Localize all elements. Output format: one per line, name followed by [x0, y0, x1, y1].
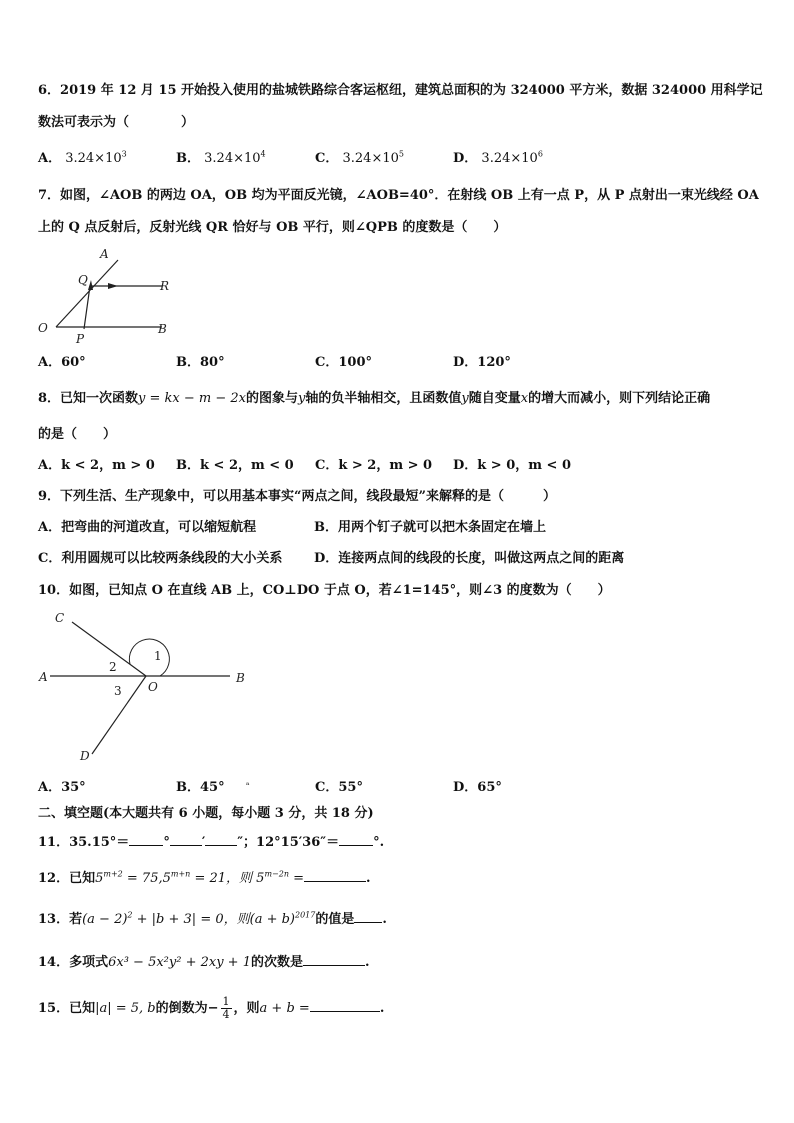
q9-option-c: C．利用圆规可以比较两条线段的大小关系 [38, 551, 283, 566]
q7-label-a: A [100, 247, 109, 261]
q8-option-a: A．k < 2，m > 0 [38, 458, 155, 473]
q7-label-q: Q [78, 273, 88, 287]
q9-line1: 9．下列生活、生产现象中，可以用基本事实“两点之间，线段最短”来解释的是（ ） [38, 489, 557, 504]
q8-option-c: C．k > 2，m > 0 [315, 458, 433, 473]
q6-option-d: D． $3.24\times 10^6$ [453, 149, 543, 166]
q14: 14．多项式6x³ − 5x²y² + 2xy + 1的次数是 . [38, 955, 370, 970]
q13: 13．若$(a - 2)^2 + |b + 3| = 0$，则$(a + b)^{2017}$的值是 . [38, 910, 387, 927]
q7-label-o: O [38, 321, 48, 335]
q7-label-r: R [160, 279, 170, 293]
q10-angle-3: 3 [114, 684, 122, 698]
q8-option-d: D．k > 0，m < 0 [453, 458, 572, 473]
q15: 15．已知|a| = 5, b的倒数为− $\frac{1}{4}$ ，则a + b = . [38, 995, 385, 1021]
q10-label-o: O [148, 680, 158, 694]
q10-label-a: A [39, 670, 48, 684]
q7-line1: 7．如图，∠AOB 的两边 OA，OB 均为平面反光镜，∠AOB=40°．在射线 OB 上有一点 P，从 P 点射出一束光线经 OA [38, 188, 759, 203]
q10-figure [38, 606, 258, 766]
q10-label-c: C [55, 611, 65, 625]
q10-line1: 10．如图，已知点 O 在直线 AB 上，CO⊥DO 于点 O，若∠1=145°，则∠3 的度数为（ ） [38, 583, 611, 598]
q7-label-b: B [158, 322, 167, 336]
q10-angle-2: 2 [109, 660, 117, 674]
q8-formula: y = kx − m − 2x [138, 391, 247, 406]
q9-option-d: D．连接两点间的线段的长度，叫做这两点之间的距离 [314, 551, 625, 566]
q7-label-p: P [76, 332, 85, 344]
q10-option-a: A．35° [38, 780, 86, 795]
q12: 12．已知$5^{m+2} = 75,5^{m+n} = 21$，则 $5^{m-2n}$ = . [38, 869, 371, 886]
q9-option-b: B．用两个钉子就可以把木条固定在墙上 [314, 520, 546, 535]
q10-angle-1: 1 [154, 649, 162, 663]
q10-label-b: B [236, 671, 245, 685]
q7-figure [34, 244, 184, 344]
q10-option-d: D．65° [453, 780, 502, 795]
q6-option-a: A． $3.24\times 10^3$ [38, 149, 127, 166]
q8-line2: 的是（ ） [38, 427, 117, 442]
q6-option-b: B． $3.24\times 10^4$ [176, 149, 266, 166]
q6-line2: 数法可表示为（ ） [38, 115, 195, 130]
q10-option-c: C．55° [315, 780, 363, 795]
q11: 11．35.15°＝ ° ′ ″；12°15′36″＝ °. [38, 835, 385, 850]
q6-line1: 6．2019 年 12 月 15 开始投入使用的盐城铁路综合客运枢纽，建筑总面积的为 324000 平方米，数据 324000 用科学记 [38, 83, 763, 98]
q7-option-a: A．60° [38, 355, 86, 370]
q9-option-a: A．把弯曲的河道改直，可以缩短航程 [38, 520, 257, 535]
q7-option-d: D．120° [453, 355, 511, 370]
q7-line2: 上的 Q 点反射后，反射光线 QR 恰好与 OB 平行，则∠QPB 的度数是（ ） [38, 220, 507, 235]
q6-option-c: C． $3.24\times 10^5$ [315, 149, 404, 166]
q10-option-b: B．45° [176, 780, 225, 795]
section-title: 二、填空题(本大题共有 6 小题，每小题 3 分，共 18 分) [38, 806, 374, 821]
q8-option-b: B．k < 2，m < 0 [176, 458, 294, 473]
q8-line1: 8．已知一次函数y = kx − m − 2x的图象与y轴的负半轴相交，且函数值y随自变量x的增大而减小，则下列结论正确 [38, 391, 711, 406]
stray-mark: ᵃ [246, 781, 250, 791]
q7-option-b: B．80° [176, 355, 225, 370]
q7-option-c: C．100° [315, 355, 372, 370]
q10-label-d: D [80, 749, 90, 763]
